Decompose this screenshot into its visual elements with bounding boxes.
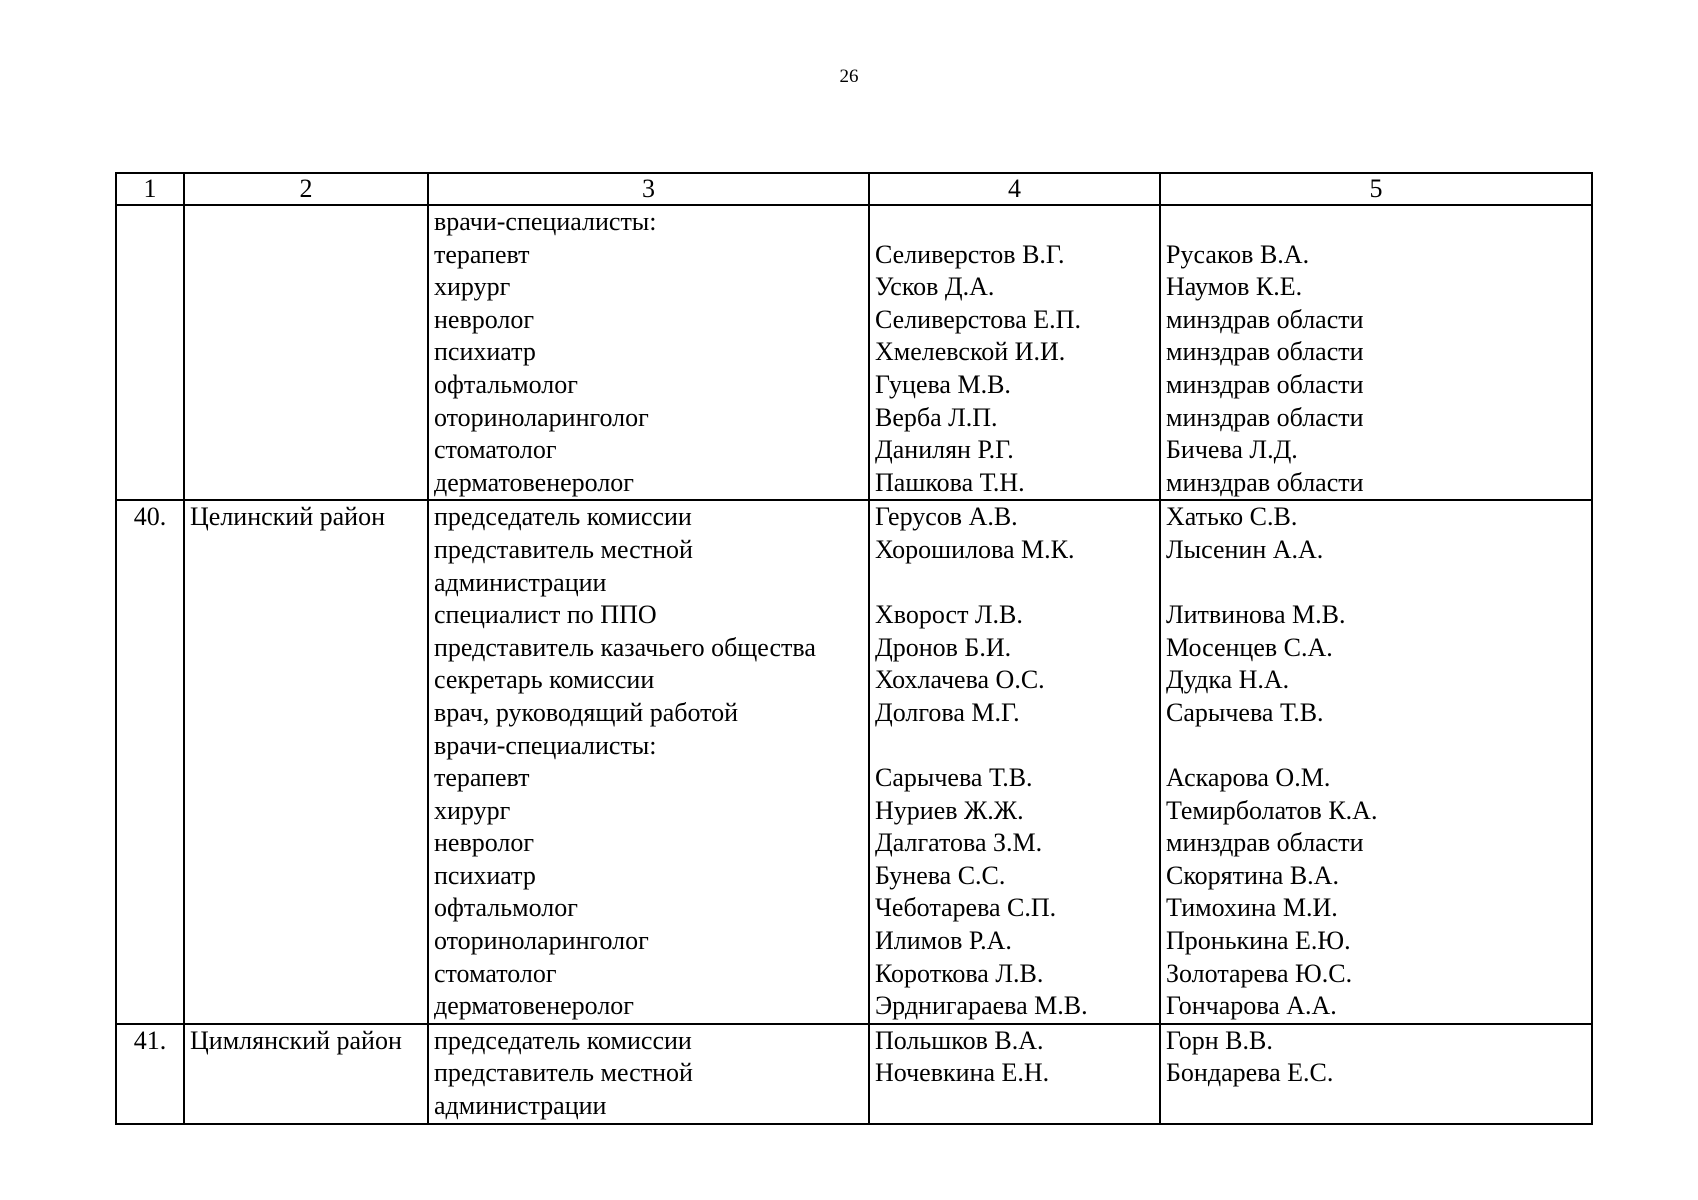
role-line: стоматолог: [434, 958, 557, 988]
row-number: [116, 205, 184, 500]
main-member-line: Короткова Л.В.: [875, 958, 1044, 988]
reserve-member-cell: [1160, 1024, 1592, 1124]
main-member-line: Данилян Р.Г.: [875, 435, 1014, 465]
main-member-line: Эрднигараева М.В.: [875, 991, 1088, 1021]
reserve-member-line: минздрав области: [1166, 337, 1364, 367]
row-number: 41.: [116, 1024, 184, 1124]
reserve-member-line: [1166, 206, 1586, 239]
role-line: невролог: [434, 828, 535, 858]
main-member-line: Усков Д.А.: [875, 272, 995, 302]
main-member-line: Польшков В.А.: [875, 1025, 1044, 1055]
reserve-member-line: Бичева Л.Д.: [1166, 435, 1298, 465]
role-line: терапевт: [434, 239, 530, 269]
role-line: хирург: [434, 795, 511, 825]
main-member-line: Гуцева М.В.: [875, 369, 1011, 399]
role-line: хирург: [434, 272, 511, 302]
column-header: 3: [428, 173, 869, 205]
role-line: дерматовенеролог: [434, 991, 634, 1021]
column-header: 5: [1160, 173, 1592, 205]
main-member-line: Хмелевской И.И.: [875, 337, 1066, 367]
role-line: председатель комиссии: [434, 502, 692, 532]
main-member-line: Илимов Р.А.: [875, 926, 1012, 956]
role-line: администрации: [434, 1091, 607, 1121]
role-line: администрации: [434, 567, 607, 597]
role-line: врач, руководящий работой: [434, 697, 739, 727]
reserve-member-line: Тимохина М.И.: [1166, 893, 1338, 923]
reserve-member-line: Гончарова А.А.: [1166, 991, 1337, 1021]
main-member-line: Хохлачева О.С.: [875, 665, 1045, 695]
main-member-line: Хорошилова М.К.: [875, 534, 1075, 564]
main-member-cell: [869, 205, 1160, 500]
main-member-line: Верба Л.П.: [875, 402, 998, 432]
reserve-member-line: Золотарева Ю.С.: [1166, 958, 1353, 988]
reserve-member-line: минздрав области: [1166, 369, 1364, 399]
table-row: [116, 205, 1592, 500]
reserve-member-line: Русаков В.А.: [1166, 239, 1310, 269]
reserve-member-line: Дудка Н.А.: [1166, 665, 1290, 695]
main-member-line: Нуриев Ж.Ж.: [875, 795, 1024, 825]
district-name: Цимлянский район: [184, 1024, 428, 1124]
role-cell: [428, 205, 869, 500]
reserve-member-line: Скорятина В.А.: [1166, 860, 1339, 890]
column-header: 1: [116, 173, 184, 205]
reserve-member-line: [1166, 567, 1586, 600]
reserve-member-cell: [1160, 205, 1592, 500]
column-header: 4: [869, 173, 1160, 205]
role-line: секретарь комиссии: [434, 665, 655, 695]
reserve-member-line: Лысенин А.А.: [1166, 534, 1324, 564]
reserve-member-line: Сарычева Т.В.: [1166, 697, 1324, 727]
role-cell: [428, 1024, 869, 1124]
role-cell: [428, 500, 869, 1024]
district-name: Целинский район: [184, 500, 428, 1024]
main-member-line: [875, 1090, 1154, 1123]
reserve-member-line: минздрав области: [1166, 304, 1364, 334]
reserve-member-line: Горн В.В.: [1166, 1025, 1273, 1055]
main-member-line: Чеботарева С.П.: [875, 893, 1057, 923]
reserve-member-line: минздрав области: [1166, 467, 1364, 497]
district-name: [184, 205, 428, 500]
role-line: психиатр: [434, 860, 536, 890]
role-line: представитель местной: [434, 1058, 693, 1088]
table-row: [116, 1024, 1592, 1124]
reserve-member-line: минздрав области: [1166, 828, 1364, 858]
reserve-member-line: Литвинова М.В.: [1166, 600, 1346, 630]
table-row: [116, 500, 1592, 1024]
role-line: офтальмолог: [434, 893, 578, 923]
reserve-member-line: Темирболатов К.А.: [1166, 795, 1378, 825]
role-line: специалист по ППО: [434, 600, 657, 630]
role-line: дерматовенеролог: [434, 467, 634, 497]
row-number: 40.: [116, 500, 184, 1024]
reserve-member-line: Хатько С.В.: [1166, 502, 1298, 532]
main-member-line: Хворост Л.В.: [875, 600, 1023, 630]
role-line: стоматолог: [434, 435, 557, 465]
role-line: врачи-специалисты:: [434, 730, 657, 760]
reserve-member-line: Бондарева Е.С.: [1166, 1058, 1334, 1088]
main-member-line: Далгатова З.М.: [875, 828, 1043, 858]
column-header: 2: [184, 173, 428, 205]
main-member-line: Герусов А.В.: [875, 502, 1018, 532]
reserve-member-line: [1166, 730, 1586, 763]
page-number: 26: [839, 66, 859, 87]
role-line: терапевт: [434, 763, 530, 793]
reserve-member-line: [1166, 1090, 1586, 1123]
role-line: невролог: [434, 304, 535, 334]
role-line: психиатр: [434, 337, 536, 367]
main-member-line: Селиверстова Е.П.: [875, 304, 1081, 334]
main-member-line: Долгова М.Г.: [875, 697, 1020, 727]
main-member-line: Дронов Б.И.: [875, 632, 1012, 662]
reserve-member-line: Мосенцев С.А.: [1166, 632, 1333, 662]
main-member-line: [875, 567, 1154, 600]
role-line: председатель комиссии: [434, 1025, 692, 1055]
main-member-line: [875, 730, 1154, 763]
role-line: врачи-специалисты:: [434, 207, 657, 236]
role-line: оториноларинголог: [434, 402, 649, 432]
table-header-row: [116, 173, 1592, 205]
main-member-line: Пашкова Т.Н.: [875, 467, 1025, 497]
main-member-cell: [869, 500, 1160, 1024]
reserve-member-cell: [1160, 500, 1592, 1024]
main-member-line: Сарычева Т.В.: [875, 763, 1033, 793]
reserve-member-line: Аскарова О.М.: [1166, 763, 1331, 793]
role-line: представитель местной: [434, 534, 693, 564]
main-member-line: Селиверстов В.Г.: [875, 239, 1065, 269]
role-line: офтальмолог: [434, 369, 578, 399]
main-member-line: Бунева С.С.: [875, 860, 1006, 890]
role-line: оториноларинголог: [434, 926, 649, 956]
reserve-member-line: Пронькина Е.Ю.: [1166, 926, 1351, 956]
reserve-member-line: минздрав области: [1166, 402, 1364, 432]
main-member-line: Ночевкина Е.Н.: [875, 1058, 1050, 1088]
reserve-member-line: Наумов К.Е.: [1166, 272, 1303, 302]
main-member-cell: [869, 1024, 1160, 1124]
commission-table: [115, 172, 1593, 1125]
main-member-line: [875, 206, 1154, 239]
role-line: представитель казачьего общества: [434, 632, 816, 662]
